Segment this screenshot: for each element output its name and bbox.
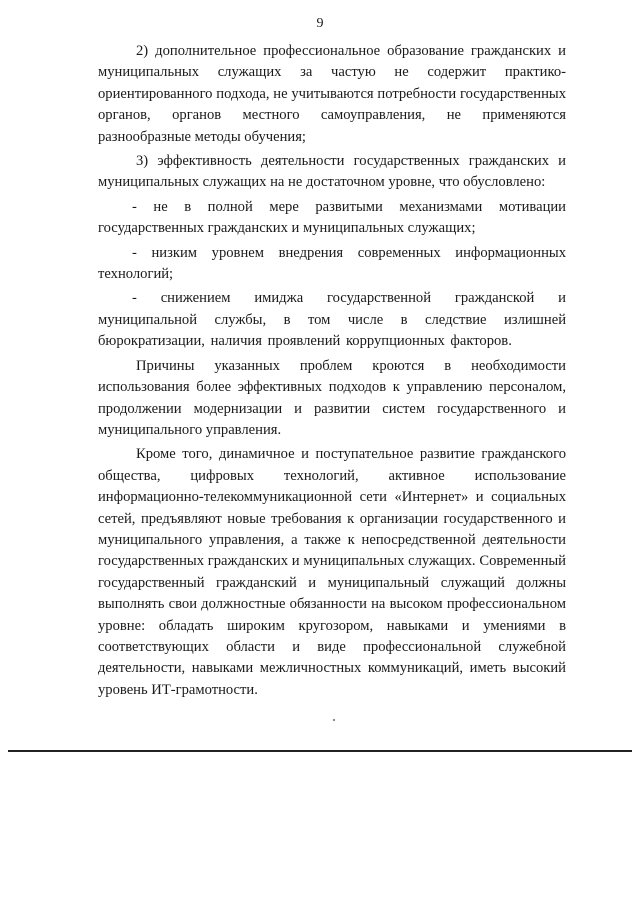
footer-rule <box>8 750 632 752</box>
page-number: 9 <box>316 16 324 31</box>
paragraph-development: Кроме того, динамичное и поступательное развитие гражданского общества, цифровых технологий, активное использование информационно-телекоммуникационной сети «Интернет» и социальных сетей, предъявляют новые требования к организации государственного и муниципального управления, а также к непосредственной деятельности государственных гражданских и муниципальных служащих. Современный государственный гражданский и муниципальный служащий должны выполнять свои должностные обязанности на высоком профессиональном уровне: обладать широким кругозором, навыками и умениями в соответствующих области и виде профессиональной служебной деятельности, навыками межличностных коммуникаций, иметь высокий уровень ИТ-грамотности. <box>98 446 566 698</box>
document-body <box>98 41 566 701</box>
bullet-image: - снижением имиджа государственной гражданской и муниципальной службы, в том числе в следствие излишней бюрократизации, наличия проявлений коррупционных факторов. <box>98 290 566 350</box>
paragraph-item-3: 3) эффективность деятельности государственных гражданских и муниципальных служащих на не достаточном уровне, что обусловлено: <box>98 153 566 191</box>
bullet-technologies: - низким уровнем внедрения современных информационных технологий; <box>98 244 566 283</box>
scan-speck <box>333 719 335 721</box>
bullet-motivation: - не в полной мере развитыми механизмами мотивации государственных гражданских и муниципальных служащих; <box>98 198 566 237</box>
paragraph-item-2: 2) дополнительное профессиональное образование гражданских и муниципальных служащих за частую не содержит практико-ориентированного подхода, не учитываются потребности государственных органов, органов местного самоуправления, не применяются разнообразные методы обучения; <box>98 43 566 145</box>
paragraph-reasons: Причины указанных проблем кроются в необходимости использования более эффективных подходов к управлению персоналом, продолжении модернизации и развитии систем государственного и муниципального управления. <box>98 357 566 438</box>
